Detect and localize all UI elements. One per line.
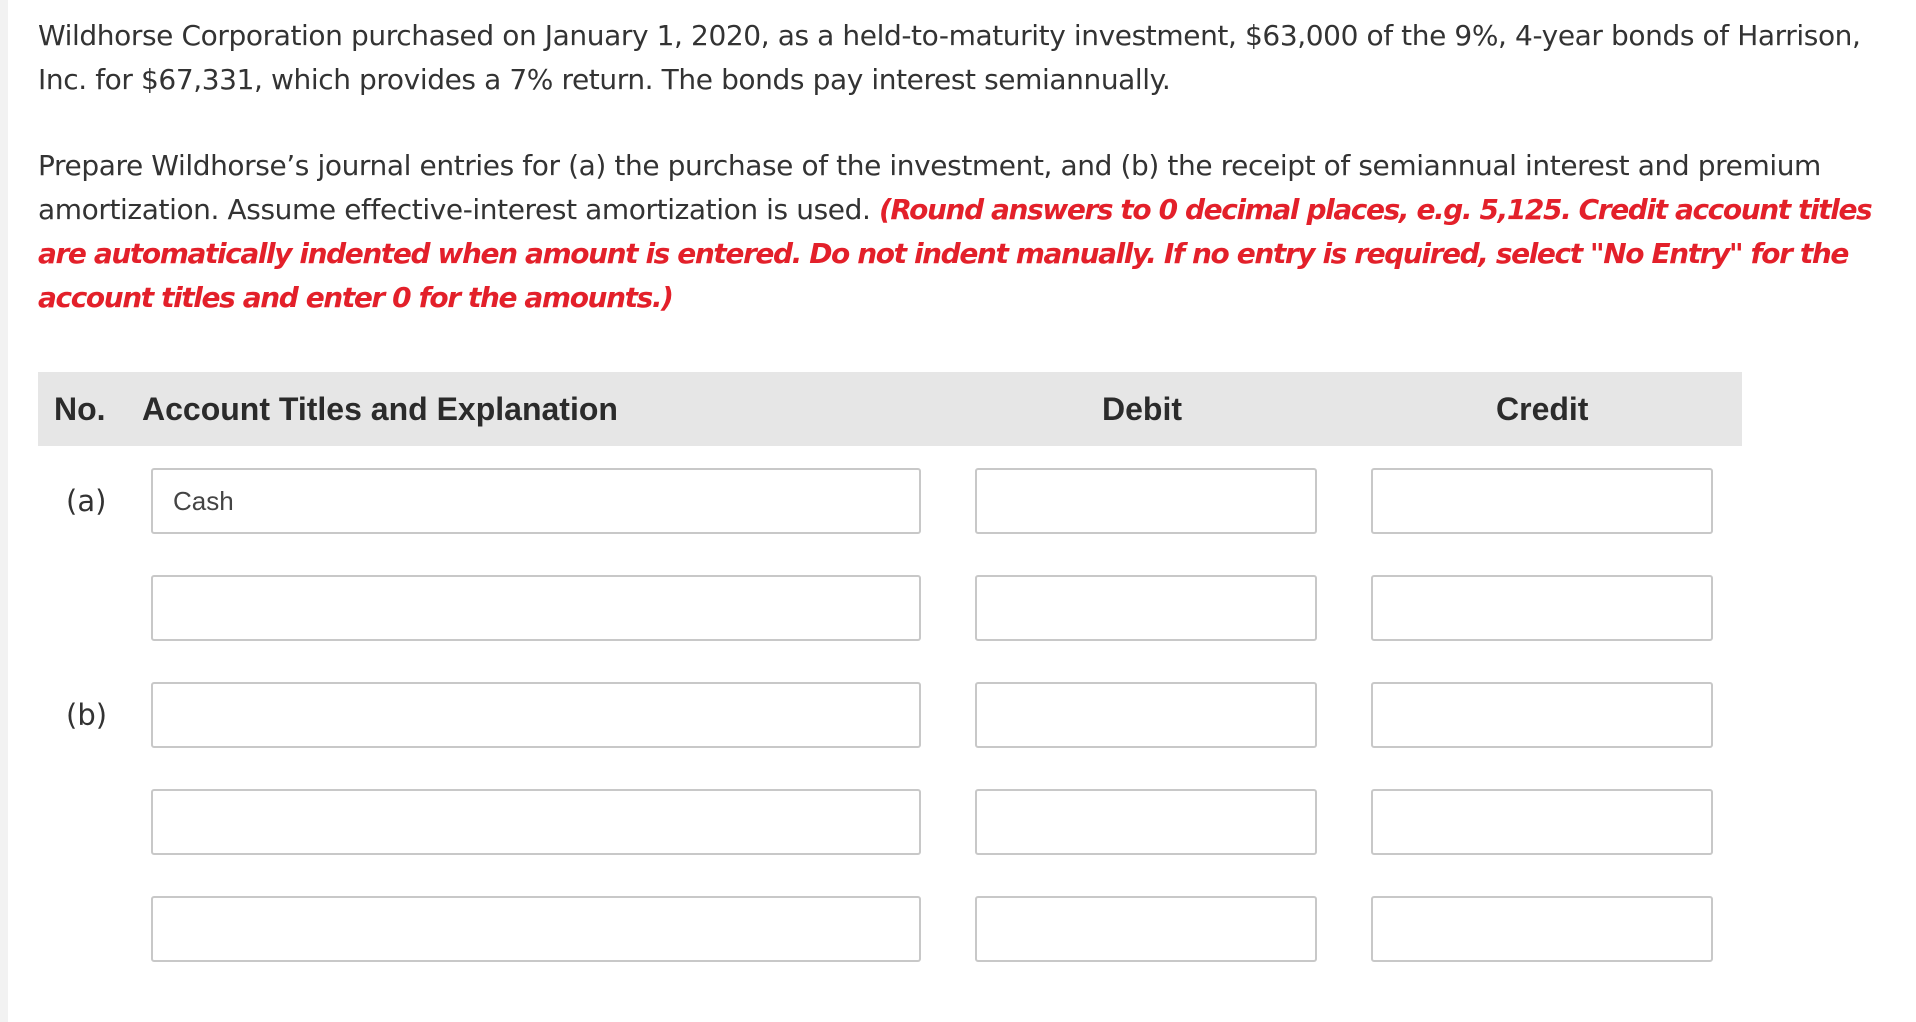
header-credit: Credit — [1496, 391, 1589, 427]
question-paragraph-1: Wildhorse Corporation purchased on January 1, 2020, as a held-to-maturity investment, $63,000 of the 9%, 4-year bonds of Harrison, Inc. for $67,331, which provides a 7% return. The bonds pay interest semiannually. — [38, 19, 1861, 96]
left-rule — [0, 0, 8, 1022]
journal-row — [38, 468, 1742, 534]
question-task: Prepare Wildhorse’s journal entries for (a) the purchase of the investment, and (b) the receipt of semiannual interest and premium amortization. Assume effective-interest amortization is used. — [38, 149, 1821, 226]
journal-row — [38, 682, 1742, 748]
question-text — [38, 14, 1898, 320]
account-title-input[interactable] — [151, 682, 921, 748]
account-title-input[interactable] — [151, 896, 921, 962]
header-no: No. — [54, 391, 106, 427]
journal-row — [38, 789, 1742, 855]
account-title-input[interactable] — [151, 789, 921, 855]
debit-input[interactable] — [975, 468, 1317, 534]
account-title-input[interactable] — [151, 468, 921, 534]
credit-input[interactable] — [1371, 682, 1713, 748]
debit-input[interactable] — [975, 575, 1317, 641]
debit-input[interactable] — [975, 789, 1317, 855]
account-title-input[interactable] — [151, 575, 921, 641]
debit-input[interactable] — [975, 682, 1317, 748]
credit-input[interactable] — [1371, 468, 1713, 534]
debit-input[interactable] — [975, 896, 1317, 962]
journal-table-header — [38, 372, 1742, 446]
header-account-titles: Account Titles and Explanation — [142, 391, 618, 427]
journal-row — [38, 575, 1742, 641]
header-debit: Debit — [1102, 391, 1182, 427]
journal-row — [38, 896, 1742, 962]
entry-label-a: (a) — [66, 484, 107, 518]
rounding-instructions: (Round answers to 0 decimal places, e.g. 5,125. Credit account titles are automatically indented when amount is entered. Do not indent manually. If no entry is required, select "No Entry" for the account titles and enter 0 for the amounts.) — [38, 193, 1872, 314]
credit-input[interactable] — [1371, 896, 1713, 962]
question-paragraph-2 — [38, 144, 1898, 320]
credit-input[interactable] — [1371, 575, 1713, 641]
credit-input[interactable] — [1371, 789, 1713, 855]
entry-label-b: (b) — [66, 698, 108, 732]
